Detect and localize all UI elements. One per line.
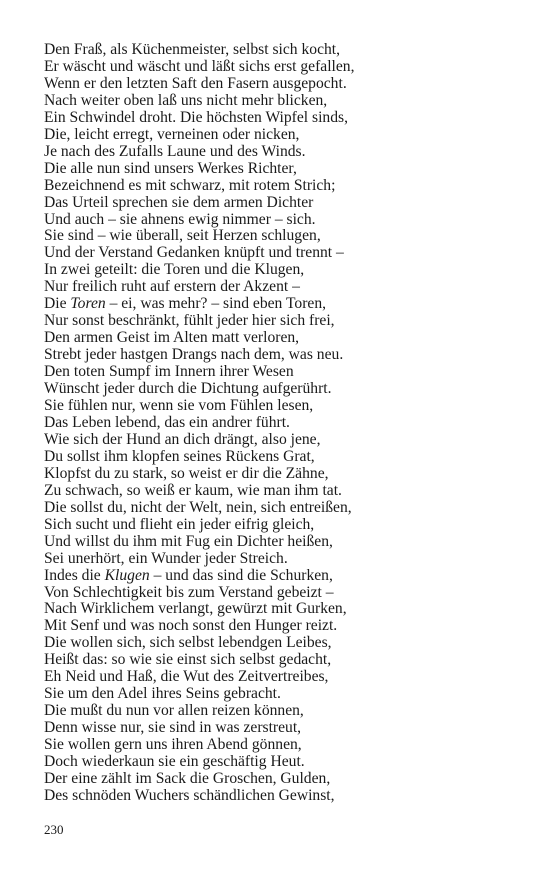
verse-segment: Sich sucht und flieht ein jeder eifrig gleich,	[44, 515, 315, 533]
verse-segment: Bezeichnend es mit schwarz, mit rotem Strich;	[44, 176, 336, 194]
verse-line	[44, 585, 524, 602]
verse-line	[44, 771, 524, 788]
verse-segment: Wünscht jeder durch die Dichtung aufgerührt.	[44, 380, 332, 398]
verse-segment: Sie um den Adel ihres Seins gebracht.	[44, 685, 281, 703]
verse-line	[44, 262, 524, 279]
verse-segment: Des schnöden Wuchers schändlichen Gewinst,	[44, 786, 335, 804]
verse-segment: Den Fraß, als Küchenmeister, selbst sich kocht,	[44, 41, 341, 58]
verse-segment: Eh Neid und Haß, die Wut des Zeitvertreibes,	[44, 668, 329, 686]
verse-line	[44, 737, 524, 754]
verse-line	[44, 534, 524, 551]
verse-segment: Das Leben lebend, das ein andrer führt.	[44, 413, 290, 431]
verse-segment: Sie wollen gern uns ihren Abend gönnen,	[44, 736, 302, 754]
verse-segment: Und willst du ihm mit Fug ein Dichter heißen,	[44, 532, 333, 550]
verse-line	[44, 127, 524, 144]
verse-line	[44, 720, 524, 737]
verse-segment: Indes die	[44, 566, 105, 584]
verse-segment: Die	[44, 295, 71, 313]
verse-line	[44, 788, 524, 805]
verse-line	[44, 228, 524, 245]
verse-line	[44, 601, 524, 618]
verse-segment: Denn wisse nur, sie sind in was zerstreut,	[44, 719, 302, 737]
emphasized-word: Klugen	[104, 566, 150, 584]
verse-line	[44, 635, 524, 652]
verse-line	[44, 161, 524, 178]
verse-segment: Doch wiederkaun sie ein geschäftig Heut.	[44, 753, 305, 771]
verse-line	[44, 398, 524, 415]
verse-line	[44, 42, 524, 59]
verse-line	[44, 364, 524, 381]
verse-segment: Sei unerhört, ein Wunder jeder Streich.	[44, 549, 288, 567]
verse-line	[44, 517, 524, 534]
verse-line	[44, 466, 524, 483]
verse-segment: Der eine zählt im Sack die Groschen, Gulden,	[44, 769, 331, 787]
verse-line	[44, 59, 524, 76]
verse-segment: Nur freilich ruht auf erstern der Akzent –	[44, 278, 300, 296]
verse-segment: Mit Senf und was noch sonst den Hunger reizt.	[44, 617, 338, 635]
verse-segment: Das Urteil sprechen sie dem armen Dichter	[44, 193, 314, 211]
verse-line	[44, 669, 524, 686]
page-number: 230	[44, 822, 64, 837]
verse-line	[44, 568, 524, 585]
verse-segment: Den toten Sumpf im Innern ihrer Wesen	[44, 363, 294, 381]
verse-segment: – ei, was mehr? – sind eben Toren,	[105, 295, 327, 313]
verse-segment: Wie sich der Hund an dich drängt, also jene,	[44, 430, 321, 448]
verse-segment: Und auch – sie ahnens ewig nimmer – sich.	[44, 210, 316, 228]
verse-line	[44, 754, 524, 771]
verse-line	[44, 296, 524, 313]
verse-line	[44, 245, 524, 262]
verse-line	[44, 279, 524, 296]
verse-segment: Nach weiter oben laß uns nicht mehr blicken,	[44, 91, 328, 109]
verse-segment: Sie sind – wie überall, seit Herzen schlugen,	[44, 227, 321, 245]
verse-line	[44, 313, 524, 330]
verse-line	[44, 618, 524, 635]
poem-text	[44, 42, 524, 805]
verse-segment: Die wollen sich, sich selbst lebendgen Leibes,	[44, 634, 332, 652]
verse-segment: Die, leicht erregt, verneinen oder nicken,	[44, 125, 300, 143]
verse-segment: Zu schwach, so weiß er kaum, wie man ihm tat.	[44, 481, 342, 499]
verse-segment: Die alle nun sind unsers Werkes Richter,	[44, 159, 297, 177]
verse-segment: Nach Wirklichem verlangt, gewürzt mit Gurken,	[44, 600, 347, 618]
verse-line	[44, 500, 524, 517]
verse-segment: Ein Schwindel droht. Die höchsten Wipfel sinds,	[44, 108, 348, 126]
verse-segment: – und das sind die Schurken,	[149, 566, 333, 584]
verse-line	[44, 432, 524, 449]
verse-line	[44, 483, 524, 500]
verse-line	[44, 195, 524, 212]
verse-line	[44, 449, 524, 466]
verse-segment: Die sollst du, nicht der Welt, nein, sich entreißen,	[44, 498, 352, 516]
verse-line	[44, 110, 524, 127]
verse-segment: Er wäscht und wäscht und läßt sichs erst gefallen,	[44, 57, 355, 75]
verse-line	[44, 381, 524, 398]
verse-line	[44, 178, 524, 195]
verse-segment: Strebt jeder hastgen Drangs nach dem, was neu.	[44, 346, 344, 364]
verse-segment: Je nach des Zufalls Laune und des Winds.	[44, 142, 306, 160]
verse-line	[44, 551, 524, 568]
verse-line	[44, 347, 524, 364]
verse-segment: Von Schlechtigkeit bis zum Verstand gebeizt –	[44, 583, 334, 601]
verse-line	[44, 93, 524, 110]
verse-line	[44, 144, 524, 161]
verse-line	[44, 76, 524, 93]
verse-segment: Heißt das: so wie sie einst sich selbst gedacht,	[44, 651, 332, 669]
verse-line	[44, 703, 524, 720]
verse-line	[44, 330, 524, 347]
verse-line	[44, 686, 524, 703]
verse-line	[44, 212, 524, 229]
verse-line	[44, 415, 524, 432]
verse-segment: Sie fühlen nur, wenn sie vom Fühlen lesen,	[44, 397, 314, 415]
verse-segment: Nur sonst beschränkt, fühlt jeder hier sich frei,	[44, 312, 335, 330]
verse-segment: Du sollst ihm klopfen seines Rückens Grat,	[44, 447, 315, 465]
verse-segment: Klopfst du zu stark, so weist er dir die Zähne,	[44, 464, 329, 482]
verse-line	[44, 652, 524, 669]
verse-segment: Und der Verstand Gedanken knüpft und trennt –	[44, 244, 344, 262]
verse-segment: Wenn er den letzten Saft den Fasern ausgepocht.	[44, 74, 347, 92]
verse-segment: Den armen Geist im Alten matt verloren,	[44, 329, 300, 347]
emphasized-word: Toren	[70, 295, 106, 313]
verse-segment: In zwei geteilt: die Toren und die Klugen,	[44, 261, 305, 279]
verse-segment: Die mußt du nun vor allen reizen können,	[44, 702, 304, 720]
